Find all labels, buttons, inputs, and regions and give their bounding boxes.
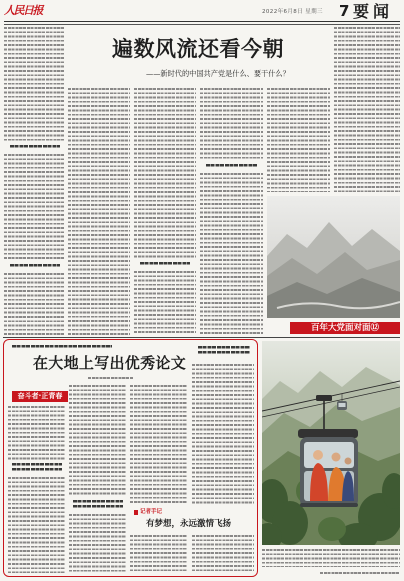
article-body-text: [4, 273, 65, 335]
article-body-text: [8, 477, 65, 573]
page-editor-credit: [320, 572, 400, 575]
column-label-badge: 奋斗者·正青春: [12, 391, 68, 402]
article-body-text: [267, 88, 330, 192]
article-body-text: [69, 514, 126, 573]
article-body-text: [134, 271, 196, 335]
series-banner: 百年大党面对面⑫: [290, 322, 400, 334]
article-body-text: [192, 364, 254, 505]
article-body-text: [192, 535, 254, 573]
header-rule-thin: [4, 24, 400, 25]
feature-kicker: [12, 345, 112, 348]
lead-headline: 遍数风流还看今朝: [112, 36, 284, 61]
notes-marker-icon: [134, 510, 138, 515]
landscape-photo: [267, 196, 400, 318]
article-body-text: [200, 173, 263, 335]
section-divider: [3, 337, 400, 338]
feature-headline: 在大地上写出优秀论文: [33, 354, 187, 372]
article-body-text: [334, 27, 400, 192]
article-body-text: [130, 535, 187, 573]
article-body-text: [134, 88, 196, 258]
passengers: [310, 450, 354, 501]
article-body-text: [8, 406, 65, 460]
issue-date: 2022年6月8日 星期三: [262, 9, 323, 15]
article-subhead: [12, 463, 62, 471]
page-number: 7: [339, 2, 350, 20]
article-body-text: [130, 385, 187, 505]
reporter-notes-label-text: 记者手记: [140, 509, 163, 515]
cable-car-image: [262, 341, 400, 545]
cable-car-photo: [262, 341, 400, 545]
header-rule: [4, 21, 400, 22]
article-body-text: [4, 27, 65, 141]
reporter-notes-label: [134, 509, 162, 516]
photo-caption: [262, 549, 400, 567]
article-subhead: [206, 164, 257, 167]
article-body-text: [68, 88, 130, 335]
article-body-text: [4, 154, 65, 259]
article-subhead: [10, 264, 60, 267]
feature-byline: [88, 377, 133, 380]
article-subhead: [140, 262, 190, 265]
mountain-landscape-image: [267, 196, 400, 318]
article-subhead: [198, 346, 250, 354]
reporter-notes-headline: 有梦想，永远激情飞扬: [146, 519, 232, 529]
article-subhead: [73, 500, 123, 508]
article-body-text: [69, 385, 126, 497]
section-title: 要闻: [353, 2, 394, 21]
article-body-text: [200, 88, 263, 160]
masthead-logo: 人民日报: [4, 4, 42, 17]
lead-subheadline: ——新时代的中国共产党是什么、要干什么？: [146, 69, 290, 78]
article-subhead: [10, 145, 60, 148]
